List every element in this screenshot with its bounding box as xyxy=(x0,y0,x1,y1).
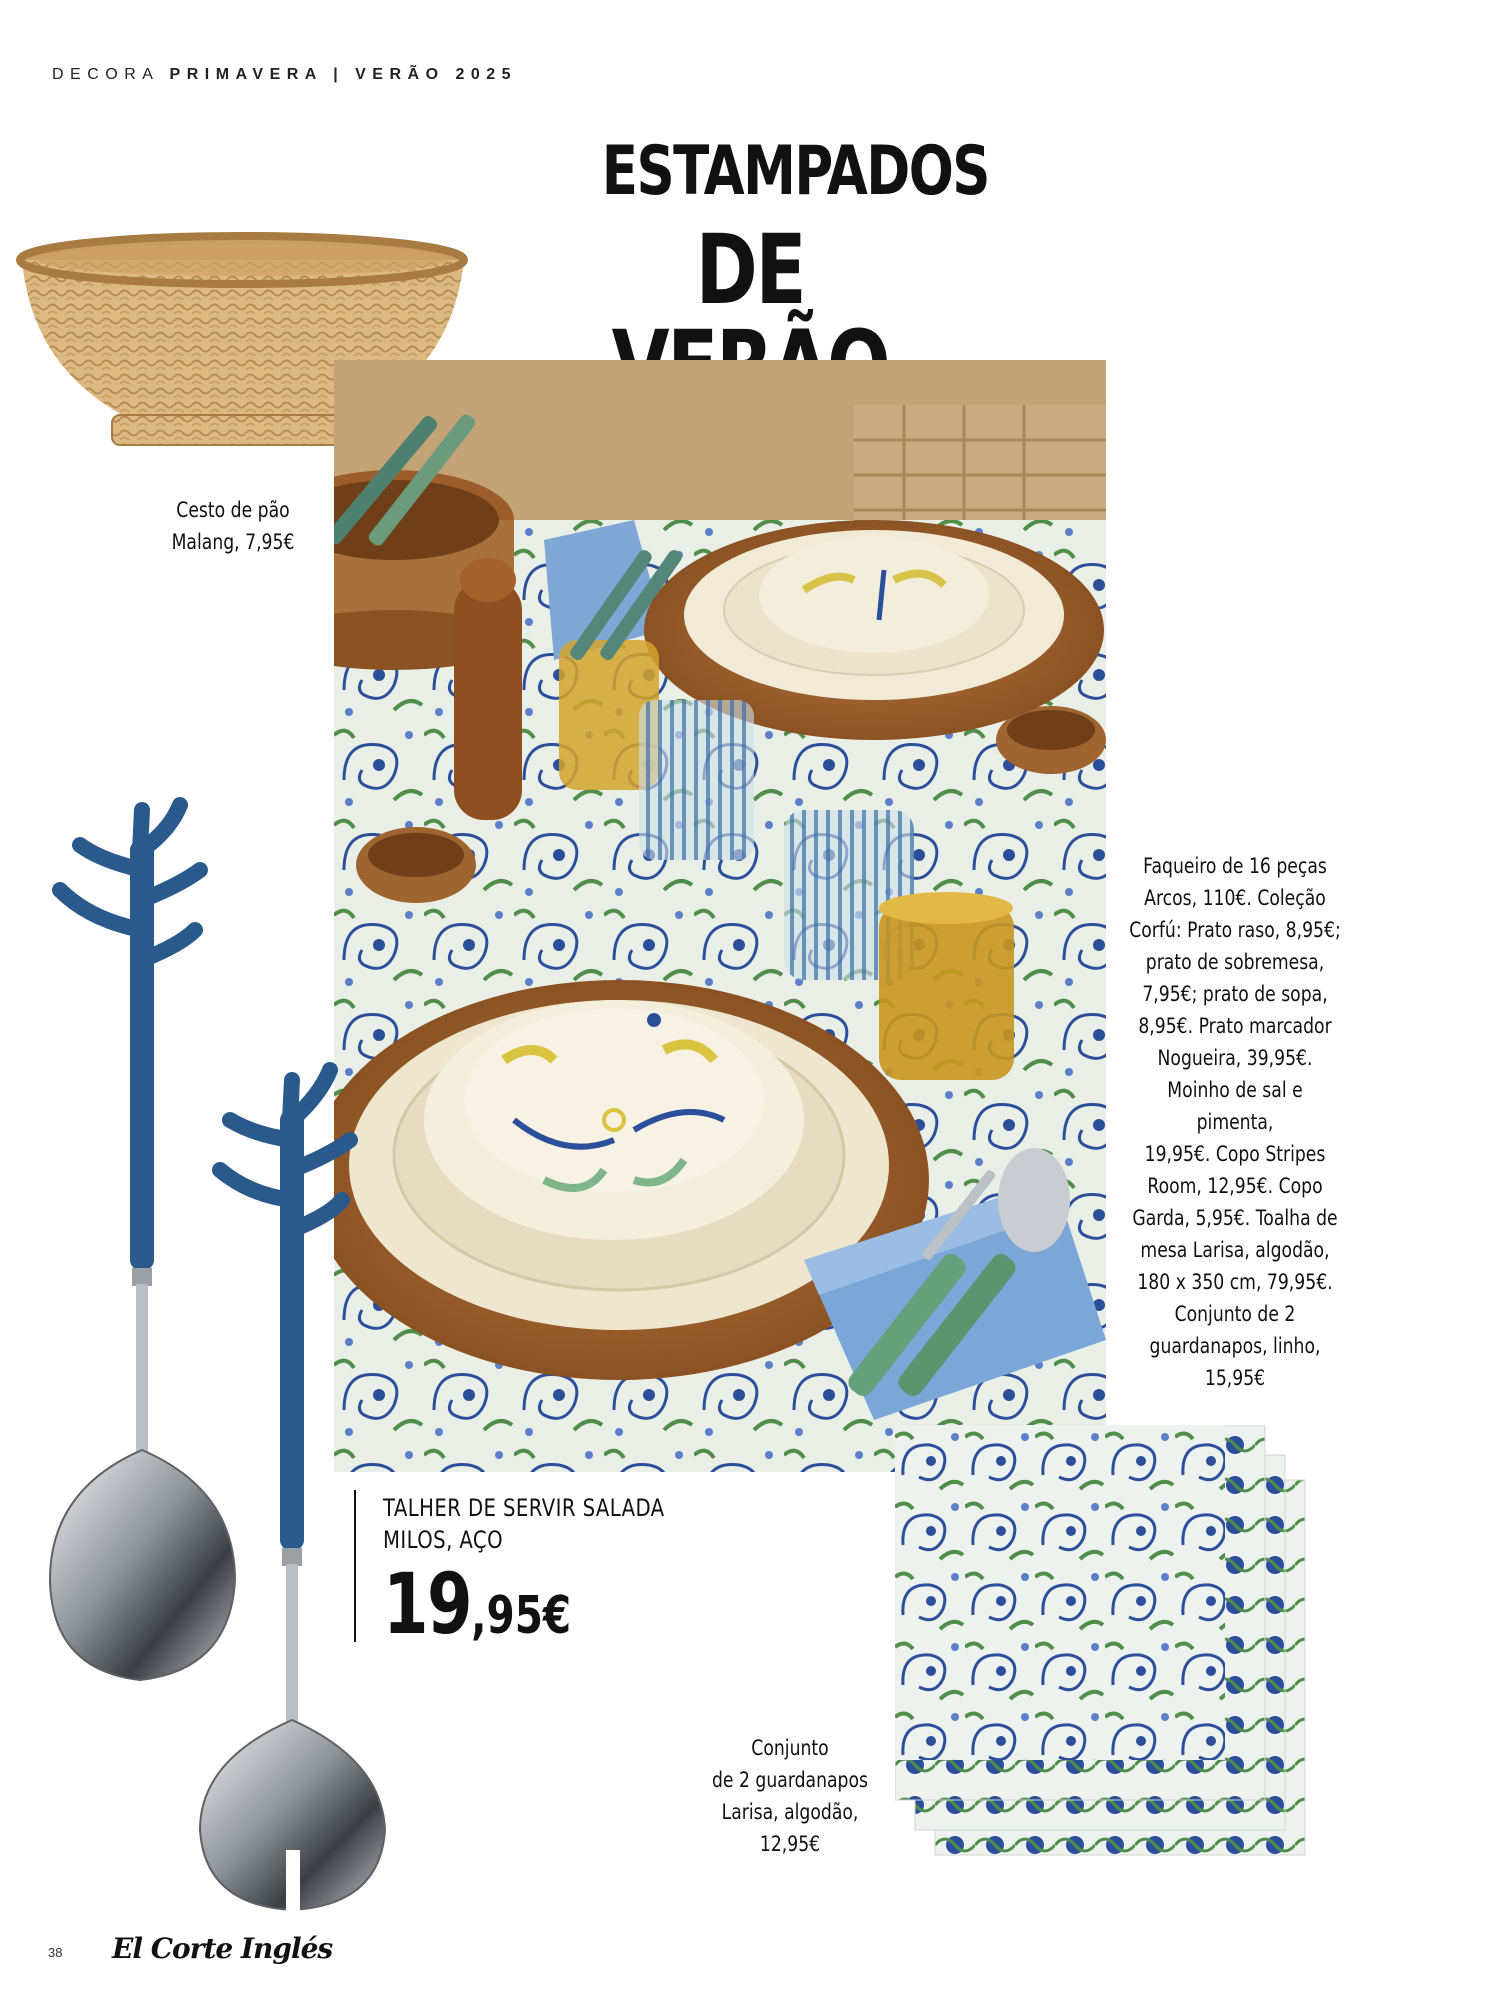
caption-line: Faqueiro de 16 peças xyxy=(1143,854,1327,878)
product-name xyxy=(383,1492,678,1556)
product-name-line: TALHER DE SERVIR SALADA xyxy=(383,1494,665,1522)
product-price xyxy=(383,1555,572,1653)
section-label: DECORA xyxy=(52,66,159,83)
caption-line: Conjunto xyxy=(751,1736,829,1760)
caption-line: Cesto de pão xyxy=(176,498,290,522)
page-title-line-1: ESTAMPADOS xyxy=(601,132,989,211)
caption-line: mesa Larisa, algodão, xyxy=(1140,1238,1330,1262)
caption-line: Arcos, 110€. Coleção xyxy=(1144,886,1326,910)
table-setting-caption xyxy=(1128,850,1341,1394)
caption-line: Larisa, algodão, xyxy=(721,1800,859,1824)
product-name-line: MILOS, AÇO xyxy=(383,1526,503,1554)
caption-line: Malang, 7,95€ xyxy=(171,530,295,554)
caption-line: Moinho de sal e pimenta, xyxy=(1167,1078,1303,1134)
napkins-image xyxy=(895,1425,1315,1865)
price-decimal: ,95€ xyxy=(471,1586,572,1646)
running-head xyxy=(52,66,517,84)
caption-line: prato de sobremesa, xyxy=(1145,950,1325,974)
season-label: PRIMAVERA | VERÃO 2025 xyxy=(169,66,518,83)
salad-servers-image xyxy=(30,790,450,1920)
caption-line: Garda, 5,95€. Toalha de xyxy=(1132,1206,1338,1230)
price-integer: 19 xyxy=(383,1555,472,1653)
napkins-caption xyxy=(700,1732,880,1860)
caption-line: Room, 12,95€. Copo xyxy=(1147,1174,1323,1198)
caption-line: de 2 guardanapos xyxy=(711,1768,868,1792)
basket-caption xyxy=(139,494,328,558)
caption-line: 8,95€. Prato marcador xyxy=(1138,1014,1332,1038)
caption-line: 12,95€ xyxy=(759,1832,821,1856)
caption-line: Nogueira, 39,95€. xyxy=(1157,1046,1313,1070)
caption-line: 180 x 350 cm, 79,95€. xyxy=(1137,1270,1333,1294)
caption-line: Corfú: Prato raso, 8,95€; xyxy=(1129,918,1341,942)
page-title-line-2: DE xyxy=(695,214,805,326)
caption-line: 19,95€. Copo Stripes xyxy=(1144,1142,1326,1166)
caption-line: Conjunto de 2 xyxy=(1174,1302,1296,1326)
caption-line: 7,95€; prato de sopa, xyxy=(1142,982,1328,1006)
caption-line: guardanapos, linho, xyxy=(1149,1334,1321,1358)
price-divider xyxy=(354,1490,356,1642)
brand-logo: El Corte Inglés xyxy=(112,1932,333,1965)
page-number: 38 xyxy=(48,1945,63,1960)
caption-line: 15,95€ xyxy=(1204,1366,1266,1390)
